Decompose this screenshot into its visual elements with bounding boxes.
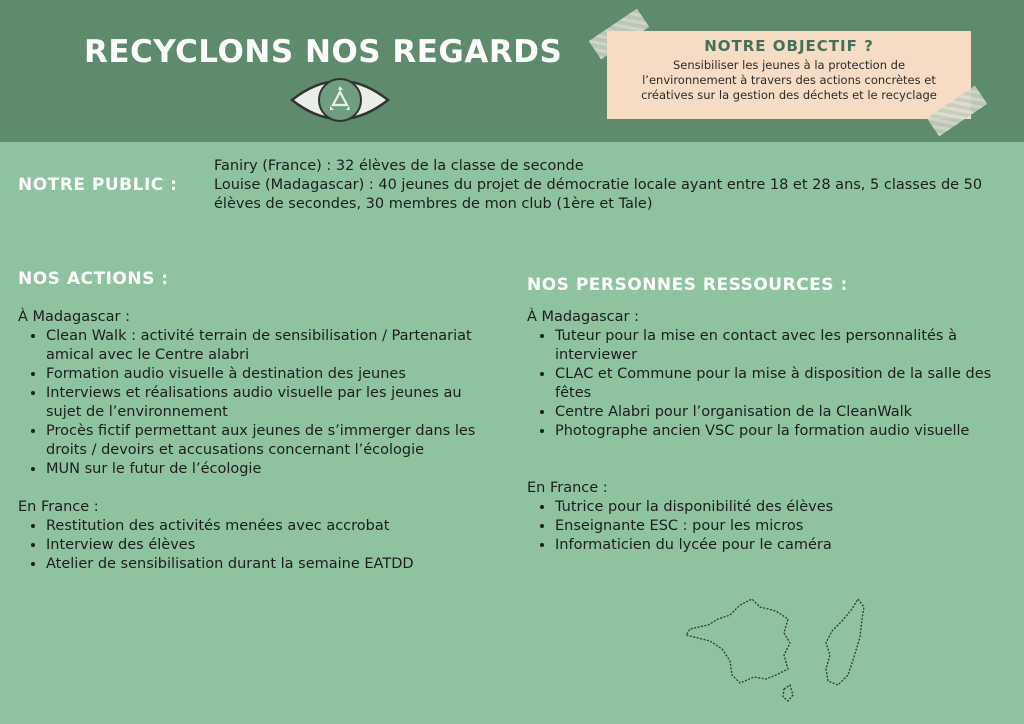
actions-madagascar-list [18,327,488,479]
list-item: • Centre Alabri pour l’organisation de la CleanWalk [555,403,997,422]
actions-france-list [18,517,488,574]
public-label: NOTRE PUBLIC : [18,175,178,195]
spacer [18,479,488,498]
list-item: • Clean Walk : activité terrain de sensibilisation / Partenariat amical avec le Centre alabri [46,327,488,365]
page-title: RECYCLONS NOS REGARDS [84,34,563,70]
resources-column [527,308,997,555]
list-item: • Formation audio visuelle à destination des jeunes [46,365,488,384]
resources-label: NOS PERSONNES RESSOURCES : [527,275,848,295]
resources-france-heading: En France : [527,480,608,496]
public-description [214,157,994,214]
resources-madagascar-heading: À Madagascar : [527,309,639,325]
list-item: • CLAC et Commune pour la mise à disposition de la salle des fêtes [555,365,997,403]
list-item: • Photographe ancien VSC pour la formation audio visuelle [555,422,997,441]
resources-madagascar-list [527,327,997,441]
list-item: • Atelier de sensibilisation durant la semaine EATDD [46,555,488,574]
list-item: • Enseignante ESC : pour les micros [555,517,997,536]
list-item: • MUN sur le futur de l’écologie [46,460,488,479]
spacer [527,441,997,479]
objective-text: Sensibiliser les jeunes à la protection de l’environnement à travers des actions concrètes et créatives sur la gestion des déchets et le recyclage [641,58,937,102]
actions-label: NOS ACTIONS : [18,269,169,289]
list-item: • Tuteur pour la mise en contact avec les personnalités à interviewer [555,327,997,365]
list-item: • Interviews et réalisations audio visuelle par les jeunes au sujet de l’environnement [46,384,488,422]
actions-france-heading: En France : [18,499,99,515]
actions-madagascar-heading: À Madagascar : [18,309,130,325]
objective-title: NOTRE OBJECTIF ? [704,37,874,55]
actions-column [18,308,488,574]
list-item: • Restitution des activités menées avec accrobat [46,517,488,536]
france-map-icon [686,599,793,701]
list-item: • Informaticien du lycée pour le caméra [555,536,997,555]
maps-illustration [680,585,880,715]
header-banner [0,0,1024,142]
eye-recycle-icon [288,72,392,128]
objective-card [607,31,971,119]
public-line: Louise (Madagascar) : 40 jeunes du projet de démocratie locale ayant entre 18 et 28 ans, 5 classes de 50 élèves de secondes, 30 membres de mon club (1ère et Tale) [214,177,983,212]
list-item: • Procès fictif permettant aux jeunes de s’immerger dans les droits / devoirs et accusations concernant l’écologie [46,422,488,460]
list-item: • Interview des élèves [46,536,488,555]
resources-france-list [527,498,997,555]
public-line: Faniry (France) : 32 élèves de la classe de seconde [214,158,584,174]
list-item: • Tutrice pour la disponibilité des élèves [555,498,997,517]
madagascar-map-icon [826,599,864,685]
